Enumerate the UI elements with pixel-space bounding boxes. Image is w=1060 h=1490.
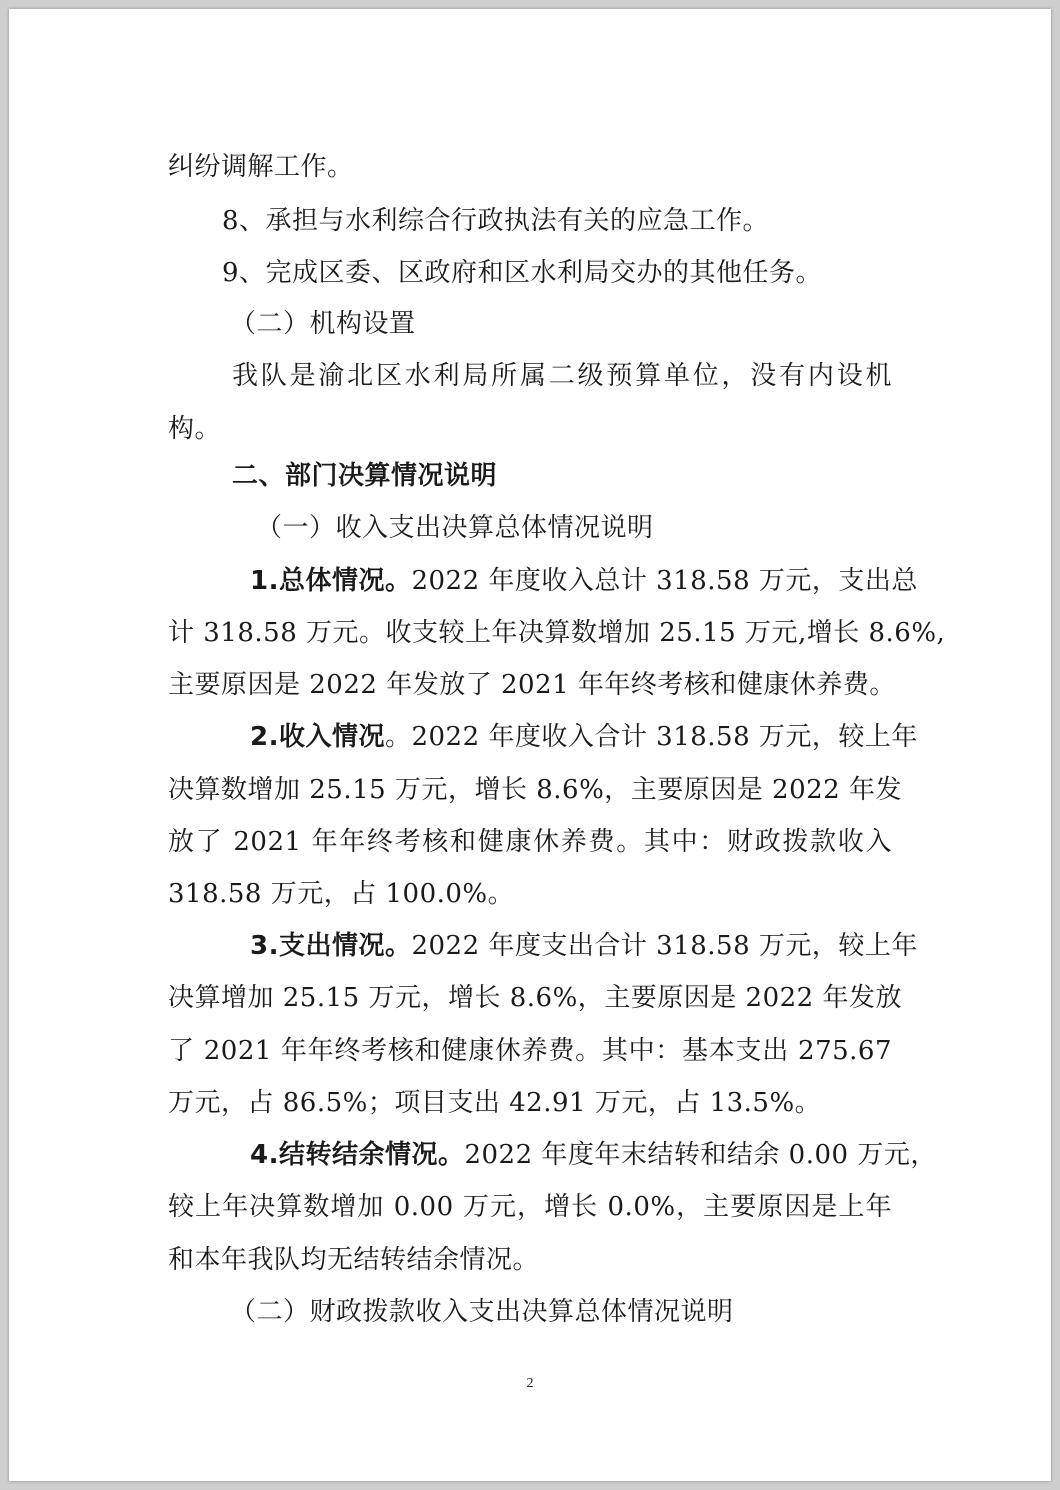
line-text: 放了 2021 年年终考核和健康休养费。其中：财政拨款收入 [168, 827, 892, 857]
paragraph-line [168, 764, 902, 816]
item-title-carryover: 4.结转结余情况。 [250, 1140, 465, 1170]
line-text: 2022 年度年末结转和结余 0.00 万元， [464, 1140, 937, 1170]
line-text: 主要原因是 2022 年发放了 2021 年年终考核和健康休养费。 [168, 670, 896, 700]
paragraph-line [250, 555, 918, 607]
line-text: 纠纷调解工作。 [168, 152, 354, 182]
paragraph-line [250, 1129, 937, 1181]
paragraph-line [168, 1077, 892, 1129]
line-text: 8、承担与水利综合行政执法有关的应急工作。 [222, 206, 770, 236]
line-text: 2022 年度支出合计 318.58 万元，较上年 [411, 931, 918, 961]
line-text: 2022 年度收入总计 318.58 万元，支出总 [411, 566, 918, 596]
line-text: 万元，占 86.5%；项目支出 42.91 万元，占 13.5%。 [168, 1088, 822, 1118]
item-title-income: 2.收入情况 [250, 722, 385, 752]
list-item-9 [222, 247, 892, 299]
paragraph-line [168, 1025, 892, 1077]
paragraph-line [168, 972, 902, 1024]
paragraph-line [232, 350, 892, 402]
paragraph-line [168, 868, 892, 920]
paragraph-line [250, 920, 918, 972]
item-title-expense: 3.支出情况。 [250, 931, 412, 961]
paragraph-line [168, 1234, 892, 1286]
paragraph-line [168, 1181, 892, 1233]
line-text: 了 2021 年年终考核和健康休养费。其中：基本支出 275.67 [168, 1036, 892, 1066]
section-heading-organization [230, 298, 892, 350]
line-text: 决算数增加 25.15 万元，增长 8.6%，主要原因是 2022 年发 [168, 775, 902, 805]
list-item-8 [222, 195, 892, 247]
paragraph-line [168, 607, 946, 659]
line-text: 318.58 万元，占 100.0%。 [168, 879, 515, 909]
line-text: （二）财政拨款收入支出决算总体情况说明 [230, 1297, 734, 1327]
subsection-heading-income-expense [256, 502, 892, 554]
line-text: 决算增加 25.15 万元，增长 8.6%，主要原因是 2022 年发放 [168, 983, 902, 1013]
line-text: 9、完成区委、区政府和区水利局交办的其他任务。 [222, 258, 823, 288]
line-text: 。2022 年度收入合计 318.58 万元，较上年 [384, 722, 918, 752]
paragraph-line [250, 711, 918, 763]
section-heading-final-accounts [232, 450, 892, 502]
line-text: 计 318.58 万元。收支较上年决算数增加 25.15 万元,增长 8.6%, [168, 618, 946, 648]
line-text: （二）机构设置 [230, 309, 416, 339]
paragraph-line [168, 141, 892, 193]
paragraph-line [168, 659, 896, 711]
page-number: 2 [526, 1376, 534, 1391]
line-text: 二、部门决算情况说明 [232, 461, 498, 491]
line-text: 较上年决算数增加 0.00 万元，增长 0.0%，主要原因是上年 [168, 1192, 892, 1222]
line-text: 构。 [168, 414, 222, 444]
line-text: 我队是渝北区水利局所属二级预算单位，没有内设机 [232, 361, 892, 391]
paragraph-line [168, 816, 892, 868]
paragraph-line [168, 403, 892, 455]
line-text: （一）收入支出决算总体情况说明 [256, 513, 654, 543]
item-title-overall: 1.总体情况。 [250, 566, 412, 596]
subsection-heading-fiscal-appropriation [230, 1286, 892, 1338]
line-text: 和本年我队均无结转结余情况。 [168, 1245, 540, 1275]
